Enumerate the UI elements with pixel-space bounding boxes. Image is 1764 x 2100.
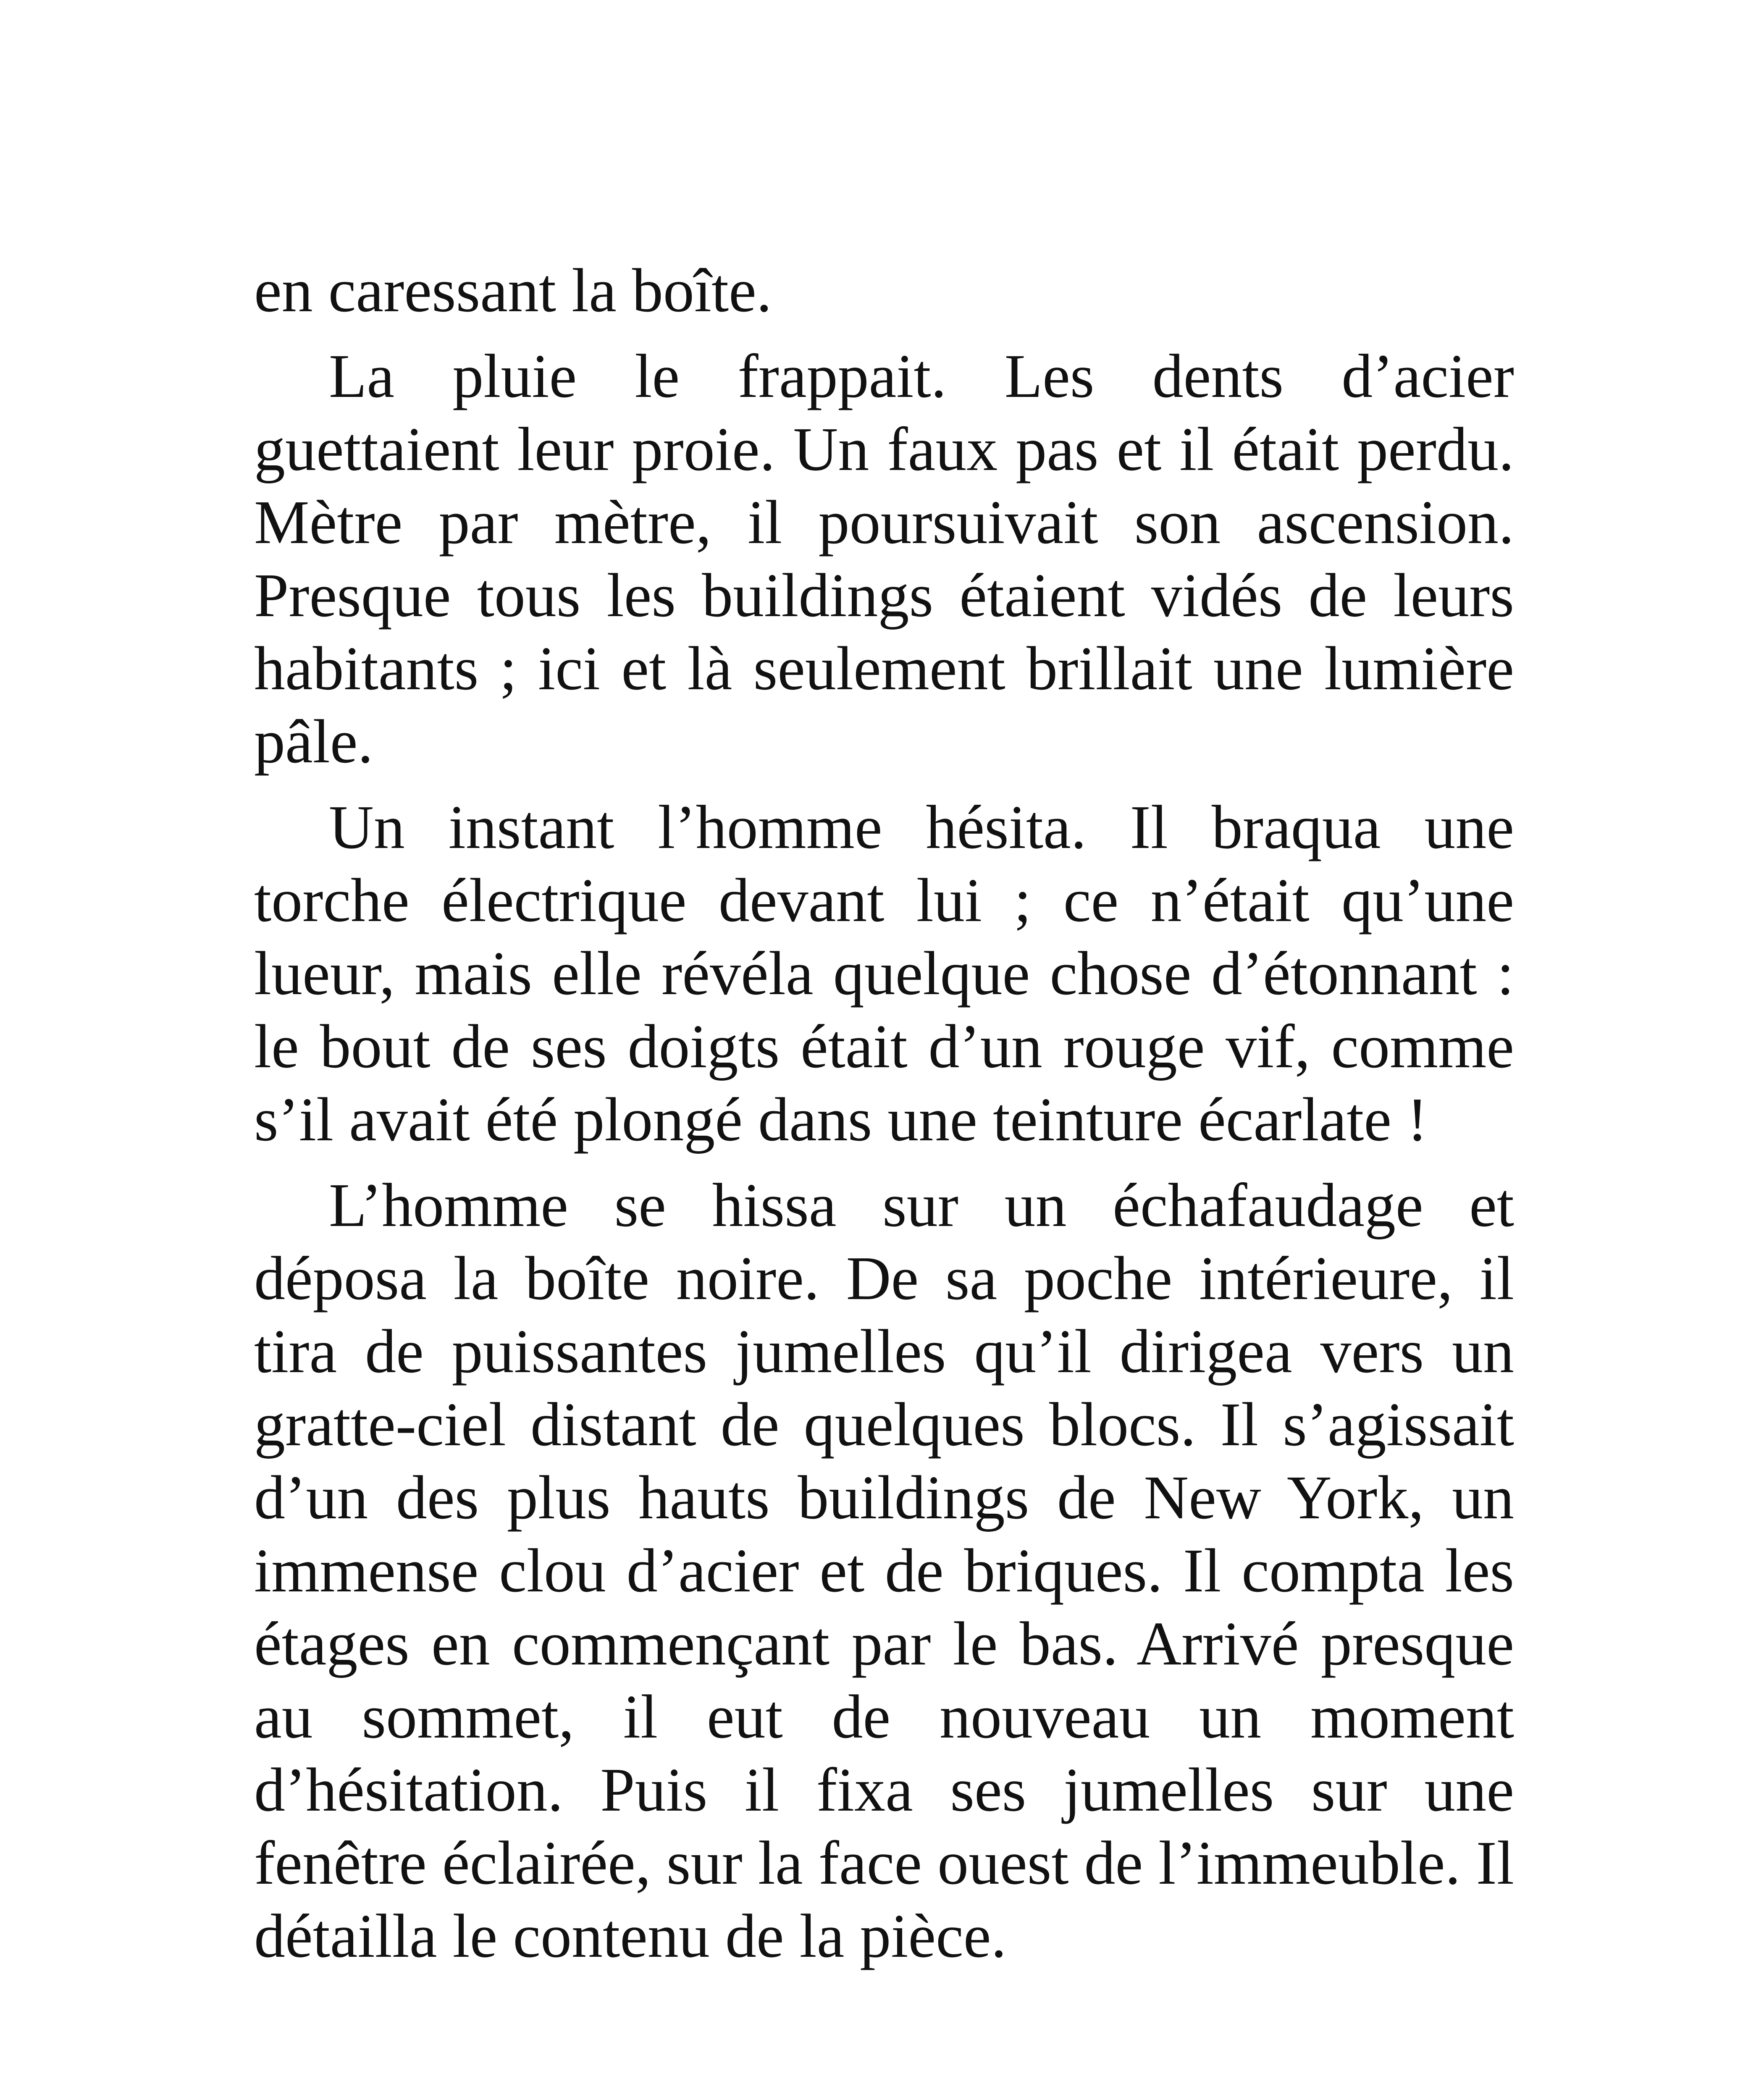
paragraph-rain: La pluie le frappait. Les dents d’acier guettaient leur proie. Un faux pas et il était perdu. Mètre par mètre, il poursuivait son ascension. Presque tous les buildings étaient vidés de leurs habitants ; ici et là seulement brillait une lumière pâle. [254, 342, 1514, 776]
paragraph-continuation: en caressant la boîte. [254, 256, 772, 325]
paragraph-torch: Un instant l’homme hésita. Il braqua une torche électrique devant lui ; ce n’était qu’une lueur, mais elle révéla quelque chose d’étonnant : le bout de ses doigts était d’un rouge vif, comme s’il avait été plongé dans une teinture écarlate ! [254, 793, 1514, 1154]
page-body-text [254, 254, 1514, 1985]
paragraph-binoculars: L’homme se hissa sur un échafaudage et déposa la boîte noire. De sa poche intérieure, il tira de puissantes jumelles qu’il dirigea vers un gratte-ciel distant de quelques blocs. Il s’agissait d’un des plus hauts buildings de New York, un immense clou d’acier et de briques. Il compta les étages en commençant par le bas. Arrivé presque au sommet, il eut de nouveau un moment d’hésitation. Puis il fixa ses jumelles sur une fenêtre éclairée, sur la face ouest de l’immeuble. Il détailla le contenu de la pièce. [254, 1171, 1514, 1971]
